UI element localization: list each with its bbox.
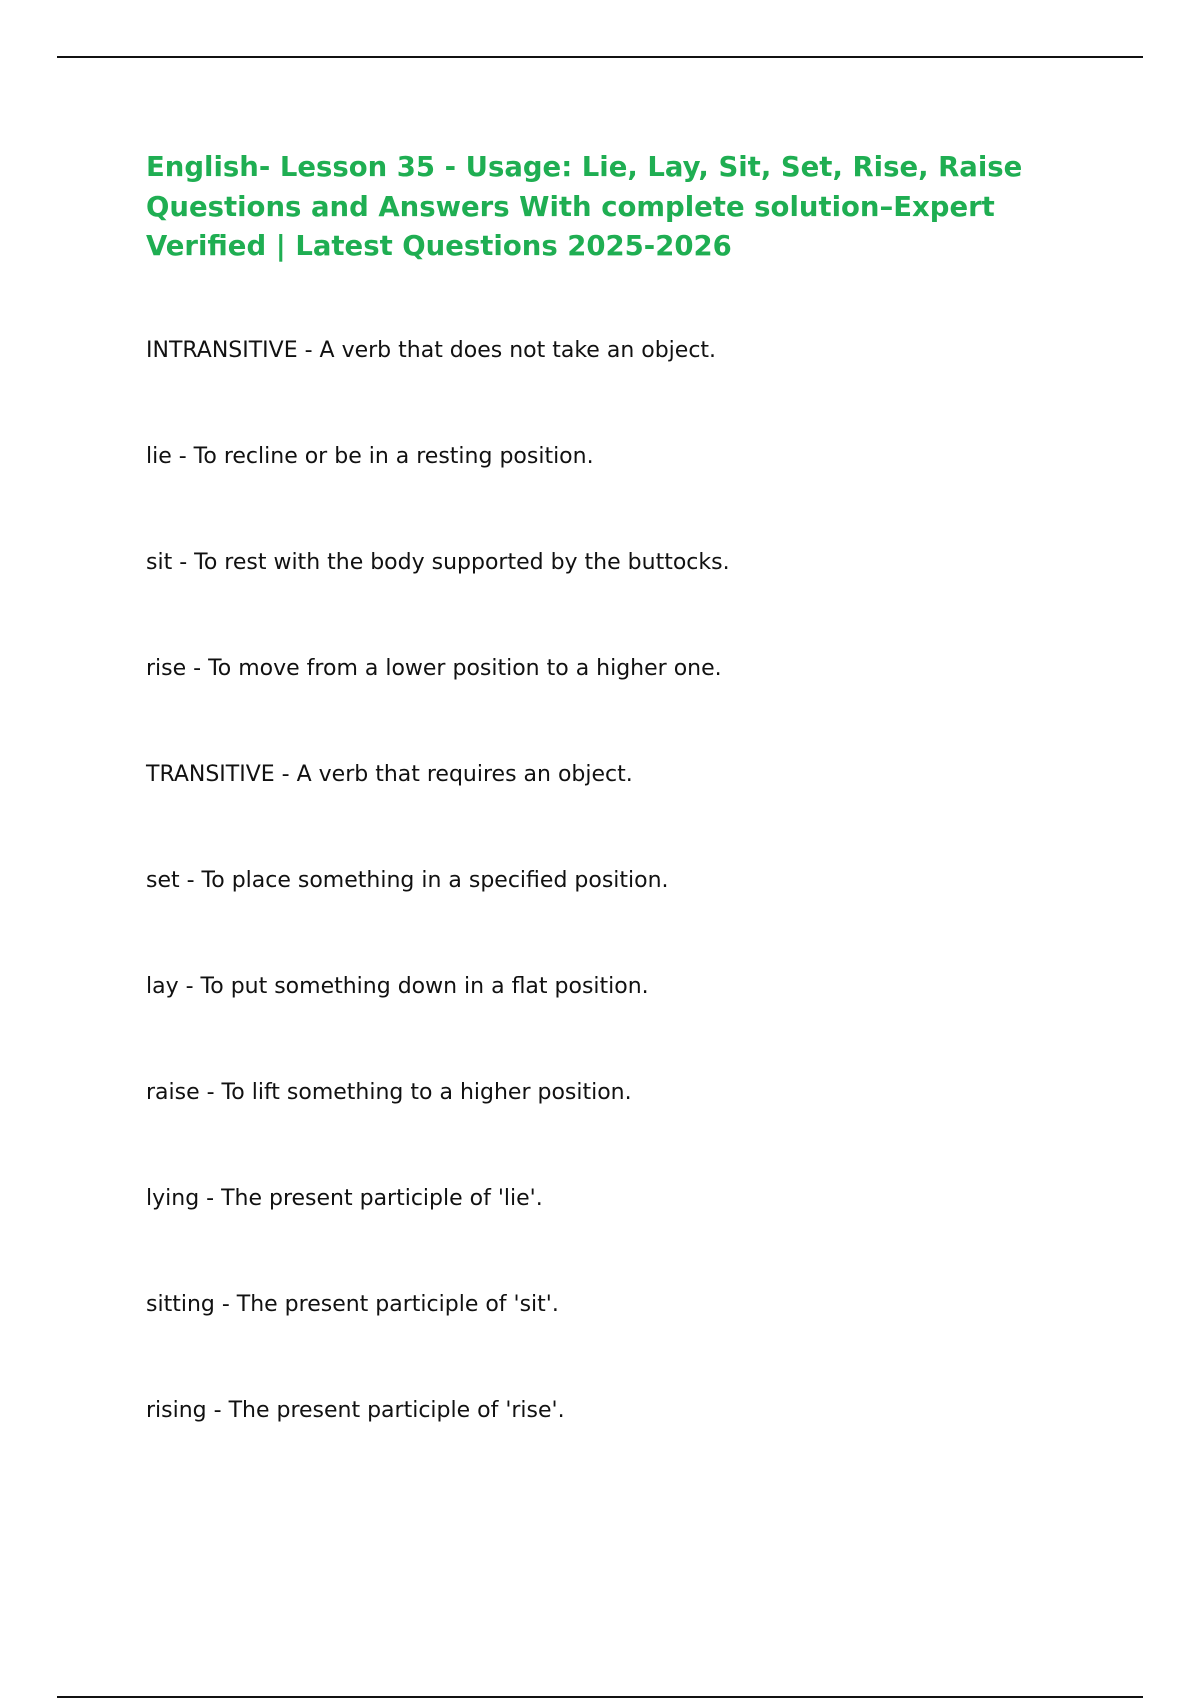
title-line: Questions and Answers With complete solution–Expert — [146, 190, 995, 223]
title-line: English- Lesson 35 - Usage: Lie, Lay, Sit, Set, Rise, Raise — [146, 151, 1023, 183]
definition-entry: sit - To rest with the body supported by the buttocks. — [146, 550, 730, 575]
definition-entry: set - To place something in a specified position. — [146, 868, 669, 893]
bottom-rule — [57, 1696, 1143, 1698]
definition-entry: rise - To move from a lower position to a higher one. — [146, 656, 722, 681]
definition-entry: INTRANSITIVE - A verb that does not take an object. — [146, 338, 717, 363]
definition-entry: lay - To put something down in a flat position. — [146, 974, 649, 999]
definition-entry: lying - The present participle of 'lie'. — [146, 1186, 543, 1211]
definition-entry: TRANSITIVE - A verb that requires an object. — [146, 762, 633, 787]
document-title — [146, 148, 1106, 267]
definition-entry: sitting - The present participle of 'sit'. — [146, 1292, 559, 1317]
definition-entry: rising - The present participle of 'rise'. — [146, 1398, 565, 1423]
definition-entry: lie - To recline or be in a resting position. — [146, 444, 594, 469]
top-rule — [57, 56, 1143, 58]
definition-entry: raise - To lift something to a higher position. — [146, 1080, 632, 1105]
title-line: Verified | Latest Questions 2025-2026 — [146, 230, 732, 262]
definition-list — [146, 336, 1146, 1502]
